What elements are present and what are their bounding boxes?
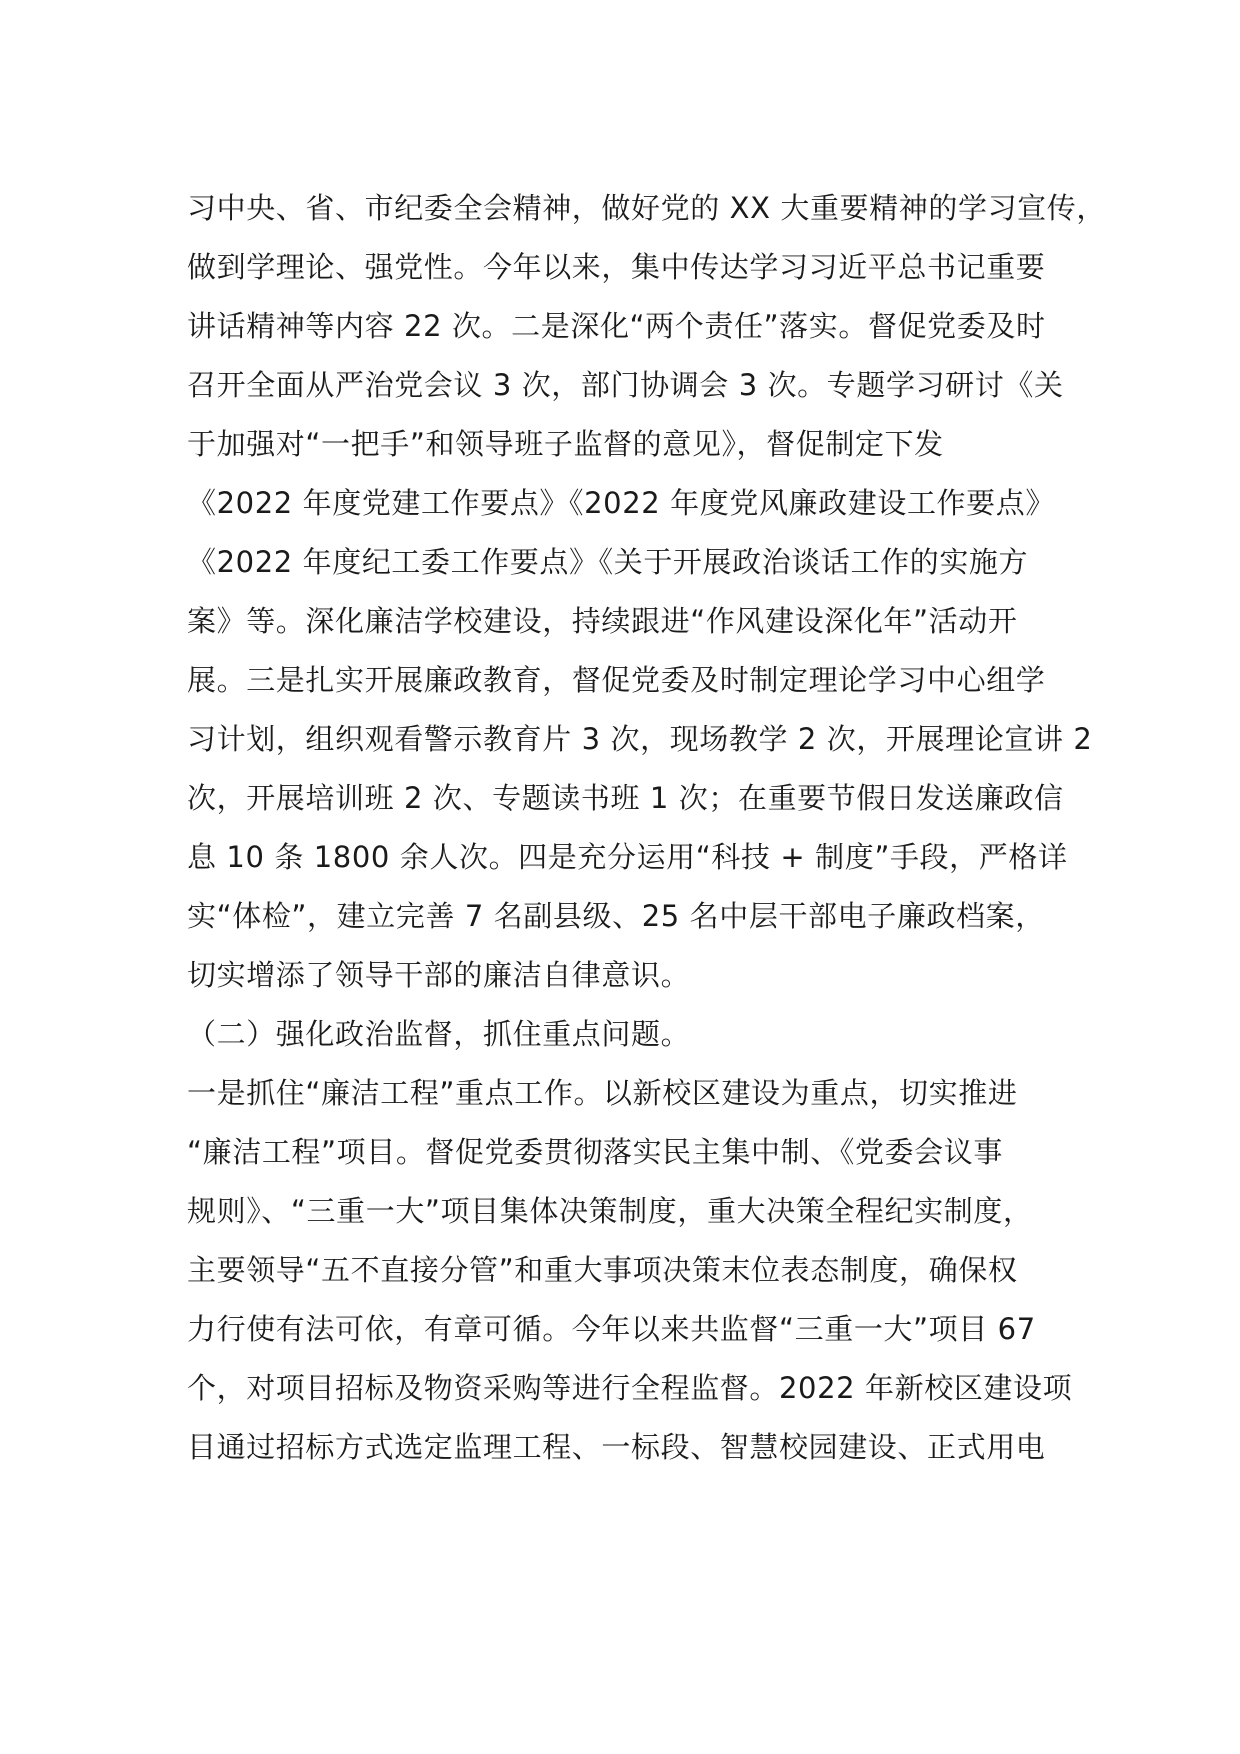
text-line: 主要领导“五不直接分管”和重大事项决策末位表态制度，确保权: [187, 1253, 1018, 1287]
text-line: 《2022 年度纪工委工作要点》《关于开展政治谈话工作的实施方: [187, 545, 1029, 579]
text-line: 召开全面从严治党会议 3 次，部门协调会 3 次。专题学习研讨《关: [187, 368, 1064, 402]
text-line: 目通过招标方式选定监理工程、一标段、智慧校园建设、正式用电: [187, 1430, 1046, 1464]
text-line: 次，开展培训班 2 次、专题读书班 1 次；在重要节假日发送廉政信: [187, 781, 1064, 815]
text-line: 《2022 年度党建工作要点》《2022 年度党风廉政建设工作要点》: [187, 486, 1055, 520]
text-line: 习计划，组织观看警示教育片 3 次，现场教学 2 次，开展理论宣讲 2: [187, 722, 1093, 756]
section-heading: （二）强化政治监督，抓住重点问题。: [187, 1017, 691, 1051]
text-line: “廉洁工程”项目。督促党委贯彻落实民主集中制、《党委会议事: [187, 1135, 1003, 1169]
text-line: 习中央、省、市纪委全会精神，做好党的 XX 大重要精神的学习宣传，: [187, 191, 1106, 225]
text-line: 个，对项目招标及物资采购等进行全程监督。2022 年新校区建设项: [187, 1371, 1073, 1405]
text-line: 一是抓住“廉洁工程”重点工作。以新校区建设为重点，切实推进: [187, 1076, 1018, 1110]
text-line: 切实增添了领导干部的廉洁自律意识。: [187, 958, 691, 992]
text-line: 息 10 条 1800 余人次。四是充分运用“科技 + 制度”手段，严格详: [187, 840, 1068, 874]
text-line: 案》等。深化廉洁学校建设，持续跟进“作风建设深化年”活动开: [187, 604, 1018, 638]
text-line: 实“体检”，建立完善 7 名副县级、25 名中层干部电子廉政档案，: [187, 899, 1045, 933]
text-line: 力行使有法可依，有章可循。今年以来共监督“三重一大”项目 67: [187, 1312, 1036, 1346]
text-line: 做到学理论、强党性。今年以来，集中传达学习习近平总书记重要: [187, 250, 1046, 284]
text-line: 规则》、“三重一大”项目集体决策制度，重大决策全程纪实制度，: [187, 1194, 1033, 1228]
text-line: 展。三是扎实开展廉政教育，督促党委及时制定理论学习中心组学: [187, 663, 1046, 697]
text-line: 于加强对“一把手”和领导班子监督的意见》，督促制定下发: [187, 427, 944, 461]
text-line: 讲话精神等内容 22 次。二是深化“两个责任”落实。督促党委及时: [187, 309, 1046, 343]
